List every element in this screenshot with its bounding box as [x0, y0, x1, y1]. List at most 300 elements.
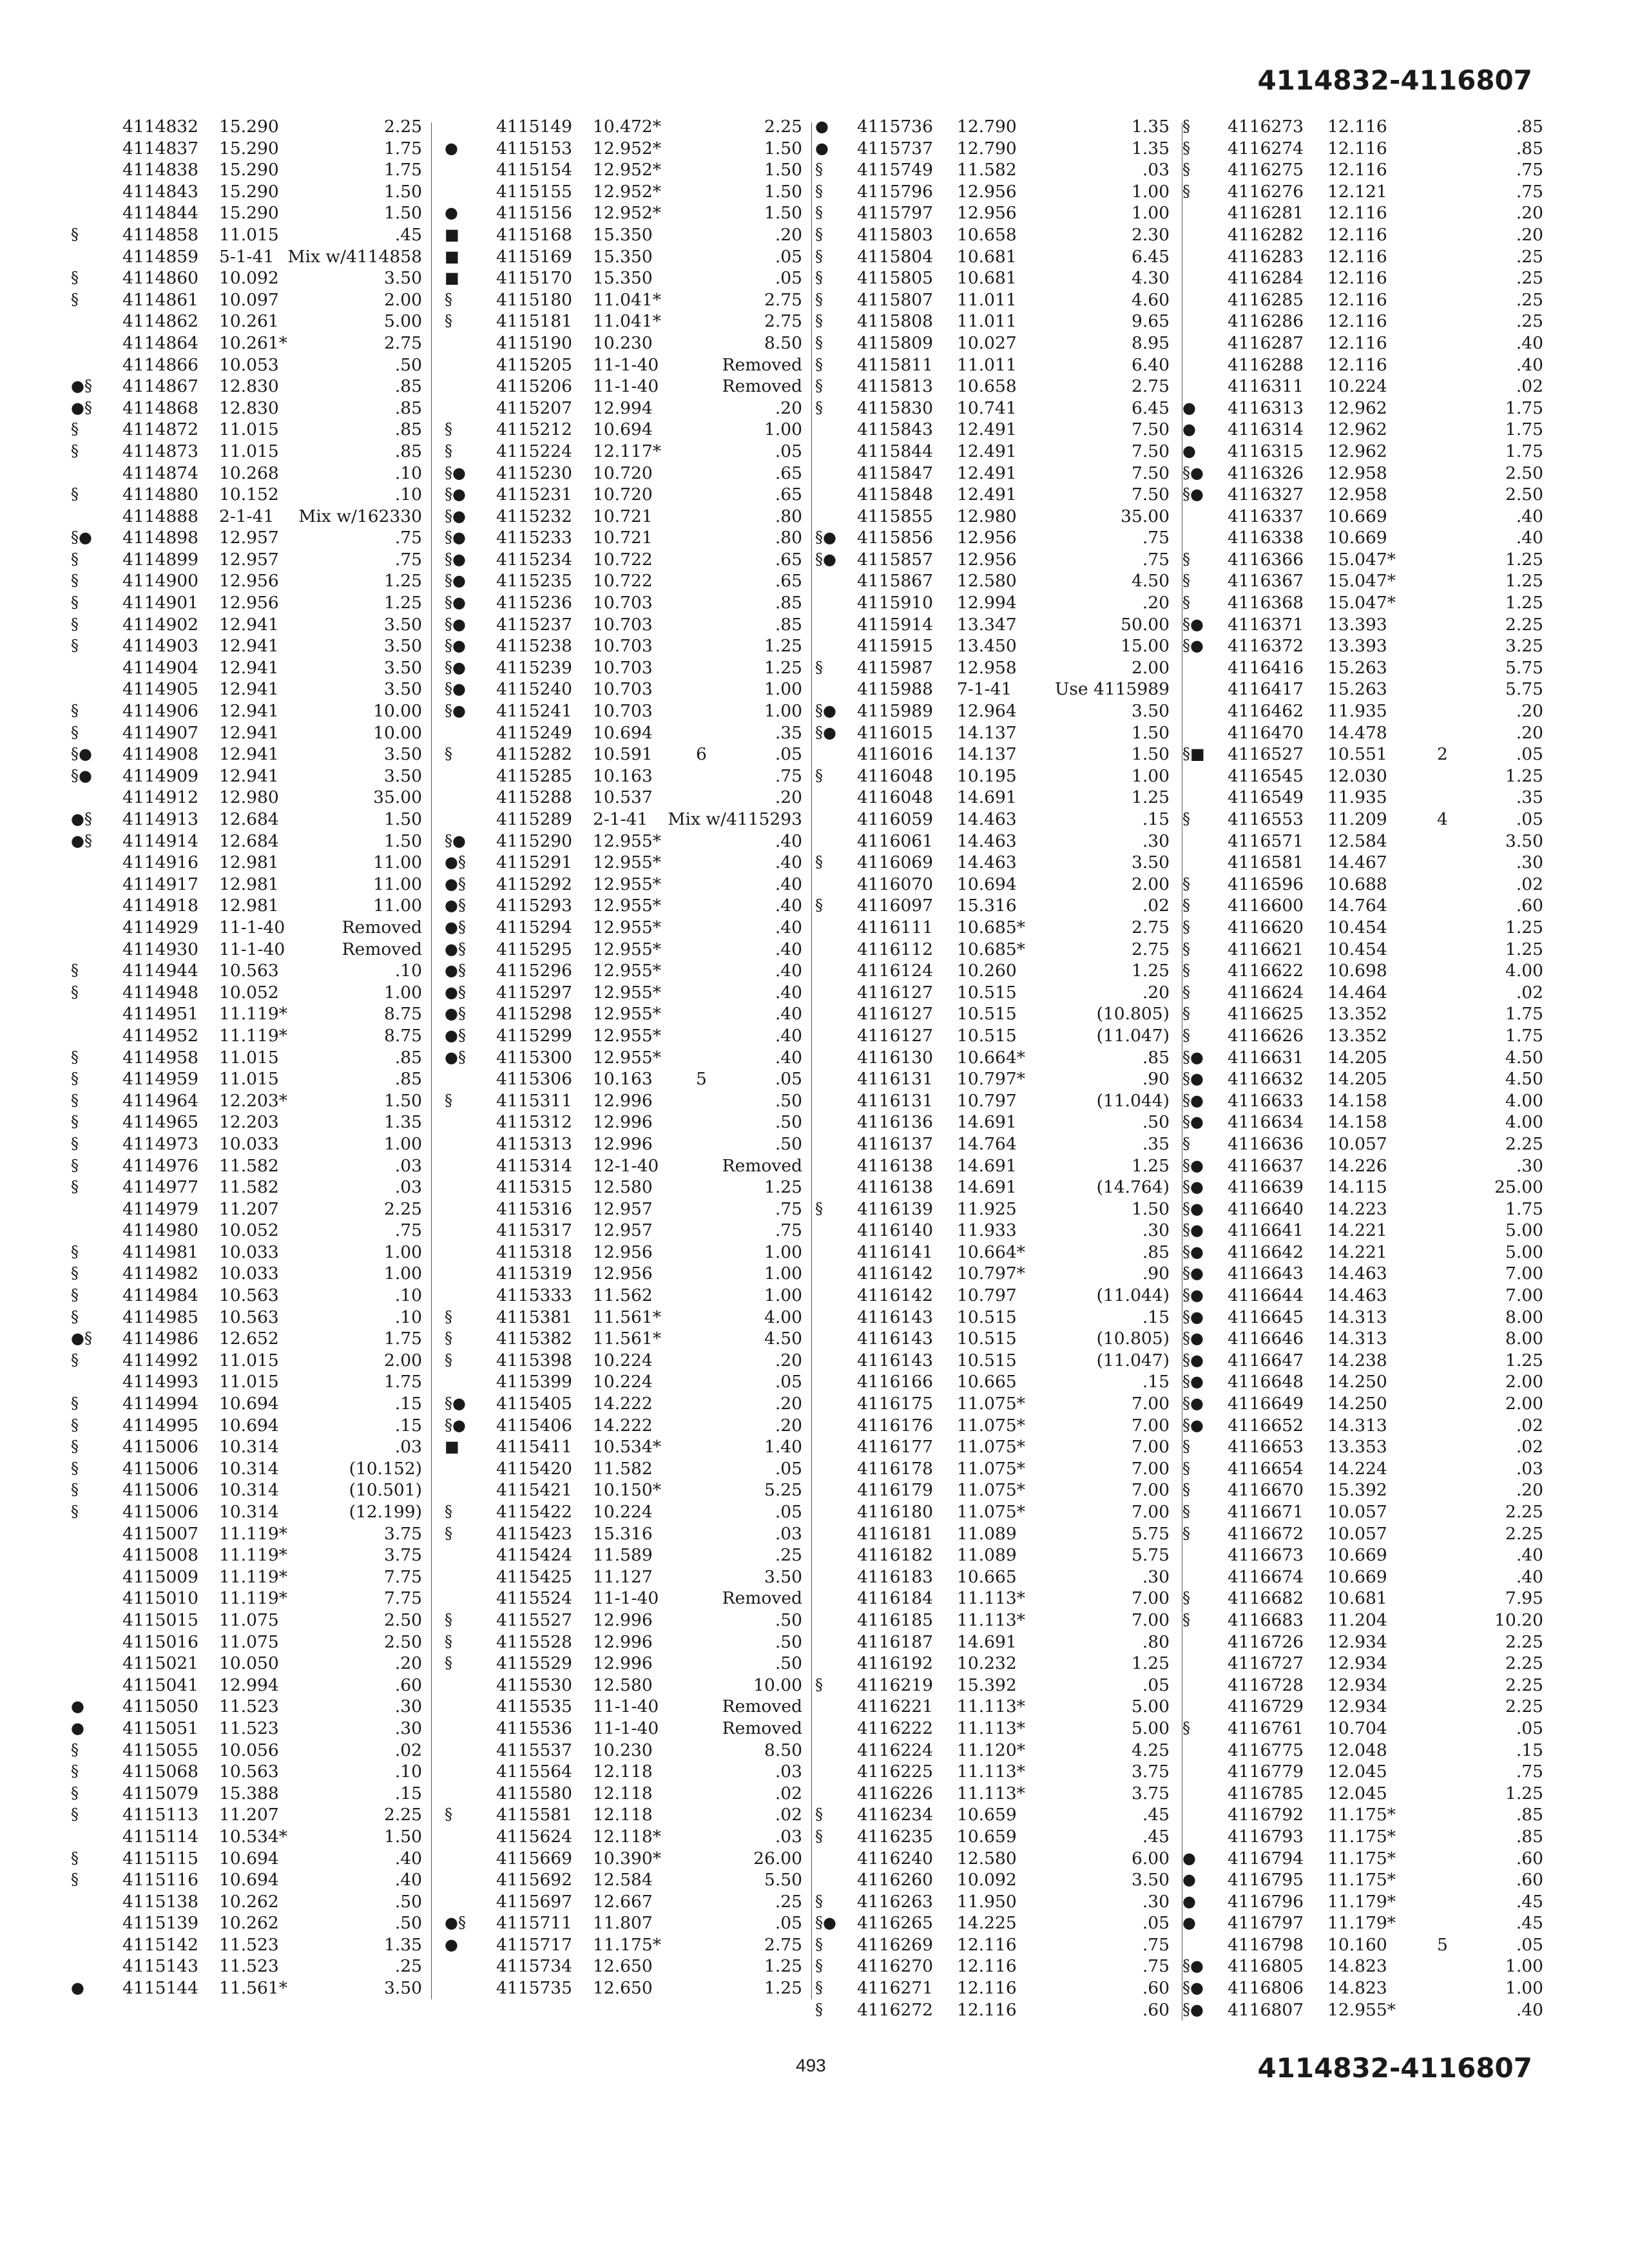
cell-value: .20	[1516, 203, 1543, 224]
cell-rate: 14.764	[1327, 896, 1387, 916]
cell-part-number: 4114948	[122, 982, 199, 1003]
table-row	[815, 1501, 1182, 1523]
table-row	[97, 678, 432, 700]
cell-value: 2.25	[1505, 614, 1543, 635]
cell-value: .60	[1142, 1999, 1170, 2020]
cell-rate: 10.150*	[593, 1480, 661, 1501]
cell-part-number: 4116177	[857, 1437, 934, 1457]
cell-part-number: 4116643	[1228, 1264, 1304, 1284]
table-row	[445, 1025, 812, 1047]
cell-value: .50	[775, 1133, 802, 1154]
cell-part-number: 4115398	[496, 1350, 573, 1370]
table-row	[451, 1371, 812, 1393]
cell-value: .75	[1142, 1956, 1170, 1977]
cell-value: 1.25	[383, 593, 422, 613]
cell-rate: 12.941	[219, 765, 279, 786]
table-row	[1182, 831, 1543, 852]
cell-part-number: 4115314	[496, 1155, 573, 1176]
table-row	[1182, 1912, 1543, 1934]
table-row	[1182, 1934, 1543, 1956]
cell-part-number: 4116631	[1228, 1047, 1304, 1068]
table-row	[815, 895, 1182, 917]
cell-rate: 11.113*	[957, 1588, 1025, 1609]
table-row	[445, 1436, 812, 1458]
table-row	[815, 506, 1182, 528]
cell-value: 8.95	[1131, 332, 1170, 353]
cell-part-number: 4116315	[1228, 441, 1304, 461]
cell-value: 7.00	[1131, 1480, 1170, 1501]
cell-rate: 15.350	[593, 224, 653, 245]
cell-rate: 11.175*	[593, 1934, 661, 1955]
cell-value: .75	[394, 549, 422, 570]
table-row	[815, 1328, 1182, 1350]
cell-rate: 11.011	[957, 354, 1017, 375]
cell-rate: 12.955*	[593, 939, 661, 959]
cell-marker: §	[1182, 1481, 1190, 1499]
cell-value: 5.75	[1505, 679, 1543, 700]
cell-marker: ●	[71, 1697, 84, 1716]
cell-value: .85	[1142, 1242, 1170, 1262]
cell-marker: §●	[1182, 1178, 1204, 1196]
table-row	[1182, 1047, 1543, 1069]
cell-part-number: 4114958	[122, 1047, 199, 1068]
cell-value: 1.25	[1131, 961, 1170, 981]
cell-rate: 10.230	[593, 332, 653, 353]
cell-marker: §	[815, 1805, 823, 1824]
cell-value: 1.35	[383, 1934, 422, 1955]
table-row	[97, 463, 432, 485]
cell-value: 3.50	[764, 1566, 802, 1587]
cell-rate: 12.955*	[593, 874, 661, 894]
cell-value: 1.35	[383, 1112, 422, 1133]
cell-part-number: 4116240	[857, 1848, 934, 1869]
cell-marker: §	[445, 1632, 452, 1651]
cell-marker: §	[1182, 139, 1190, 157]
cell-value: 2.75	[383, 332, 422, 353]
cell-value: .85	[1516, 1805, 1543, 1825]
table-row	[451, 1198, 812, 1220]
cell-value: Removed	[722, 1588, 802, 1609]
cell-marker: ●	[815, 117, 829, 135]
cell-value: 1.00	[764, 1285, 802, 1306]
cell-part-number: 4116286	[1228, 311, 1304, 332]
cell-value: 7.00	[1131, 1394, 1170, 1414]
cell-rate: 12.952*	[593, 181, 661, 202]
cell-value: 1.40	[764, 1437, 802, 1457]
table-row	[815, 1133, 1182, 1155]
cell-marker: §●	[445, 572, 466, 590]
cell-part-number: 4116549	[1228, 787, 1304, 808]
cell-rate: 11.582	[219, 1177, 279, 1198]
cell-part-number: 4115411	[496, 1437, 573, 1457]
cell-rate: 12.116	[1327, 138, 1387, 159]
table-row	[815, 1999, 1182, 2021]
cell-value: 1.25	[764, 1177, 802, 1198]
cell-part-number: 4114866	[122, 354, 199, 375]
cell-rate: 10.669	[1327, 1566, 1387, 1587]
cell-part-number: 4116779	[1228, 1762, 1304, 1782]
cell-value: .40	[394, 1870, 422, 1890]
cell-marker: ●	[1182, 420, 1196, 439]
cell-value: 3.50	[383, 268, 422, 289]
cell-value: 8.50	[764, 1740, 802, 1760]
table-row	[1182, 1588, 1543, 1610]
cell-marker: §	[71, 269, 79, 287]
table-row	[97, 939, 432, 961]
cell-value: 1.00	[383, 982, 422, 1003]
cell-marker: §●	[445, 702, 466, 720]
table-row	[97, 657, 432, 679]
cell-value: 3.75	[1131, 1762, 1170, 1782]
cell-rate: 10.694	[219, 1870, 279, 1890]
cell-part-number: 4115139	[122, 1913, 199, 1934]
table-row	[1182, 1068, 1543, 1090]
table-row	[445, 1047, 812, 1069]
cell-part-number: 4114904	[122, 657, 199, 678]
table-row	[445, 1610, 812, 1631]
cell-rate: 12.491	[957, 463, 1017, 483]
cell-marker: §	[71, 1091, 79, 1110]
cell-part-number: 4115168	[496, 224, 573, 245]
cell-value: 2.25	[383, 1198, 422, 1219]
cell-part-number: 4115285	[496, 765, 573, 786]
cell-rate: 14.225	[957, 1913, 1017, 1934]
cell-value: .03	[394, 1155, 422, 1176]
cell-rate: 14.158	[1327, 1090, 1387, 1111]
cell-rate: 12.934	[1327, 1675, 1387, 1695]
cell-value: 4.60	[1131, 289, 1170, 310]
cell-rate: 10.195	[957, 765, 1017, 786]
cell-part-number: 4116225	[857, 1762, 934, 1782]
cell-rate: 10.268	[219, 463, 279, 483]
table-row	[451, 765, 812, 787]
cell-rate: 11.582	[593, 1458, 653, 1479]
cell-rate: 10.515	[957, 1329, 1017, 1349]
cell-marker: ■	[445, 269, 459, 287]
table-row	[97, 311, 432, 332]
cell-part-number: 4115735	[496, 1978, 573, 1999]
cell-part-number: 4115808	[857, 311, 934, 332]
cell-part-number: 4116263	[857, 1891, 934, 1912]
cell-value: 7.00	[1505, 1264, 1543, 1284]
cell-marker: §●	[445, 637, 466, 655]
table-row	[451, 809, 812, 831]
cell-part-number: 4114979	[122, 1198, 199, 1219]
cell-part-number: 4116234	[857, 1805, 934, 1825]
cell-rate: 10.797*	[957, 1264, 1025, 1284]
cell-value: 2.25	[383, 117, 422, 137]
table-row	[1182, 1285, 1543, 1307]
cell-value: 1.00	[383, 1133, 422, 1154]
cell-marker: §	[445, 1350, 452, 1369]
cell-part-number: 4116366	[1228, 549, 1304, 570]
table-row	[815, 1783, 1182, 1805]
cell-marker: §	[1182, 1134, 1190, 1153]
table-row	[71, 1740, 432, 1762]
cell-marker: §	[71, 702, 79, 720]
cell-part-number: 4116600	[1228, 896, 1304, 916]
cell-part-number: 4115734	[496, 1956, 573, 1977]
cell-part-number: 4116070	[857, 874, 934, 894]
table-row	[815, 1696, 1182, 1718]
table-row	[1182, 549, 1543, 571]
cell-value: 3.50	[1131, 1870, 1170, 1890]
cell-value: .05	[1516, 1934, 1543, 1955]
cell-rate: 12.116	[957, 1978, 1017, 1999]
table-row	[451, 1263, 812, 1285]
table-row	[1182, 1307, 1543, 1329]
cell-rate: 11.119*	[219, 1004, 287, 1024]
cell-part-number: 4116061	[857, 831, 934, 851]
cell-part-number: 4115232	[496, 506, 573, 526]
cell-value: Removed	[342, 917, 422, 937]
table-row	[445, 441, 812, 463]
cell-rate: 12.830	[219, 376, 279, 397]
cell-value: 4.50	[1505, 1069, 1543, 1090]
table-row	[97, 246, 432, 268]
cell-part-number: 4115006	[122, 1502, 199, 1522]
cell-marker: ●§	[71, 1329, 92, 1348]
cell-value: .45	[1516, 1913, 1543, 1934]
cell-part-number: 4114951	[122, 1004, 199, 1024]
table-row	[1182, 1718, 1543, 1740]
cell-rate: 10.563	[219, 1307, 279, 1327]
cell-rate: 12.955*	[593, 1004, 661, 1024]
cell-rate: 10.698	[1327, 961, 1387, 981]
table-row	[1182, 138, 1543, 160]
cell-marker: §●	[815, 550, 836, 568]
cell-value: 1.75	[383, 138, 422, 159]
cell-part-number: 4114861	[122, 289, 199, 310]
table-row	[815, 1523, 1182, 1545]
cell-part-number: 4115290	[496, 831, 573, 851]
cell-rate: 12.650	[593, 1978, 653, 1999]
table-row	[815, 224, 1182, 246]
cell-rate: 11.935	[1327, 787, 1387, 808]
table-row	[445, 1804, 812, 1826]
cell-rate: 10.224	[593, 1372, 653, 1392]
cell-value: .45	[394, 224, 422, 245]
cell-part-number: 4114899	[122, 549, 199, 570]
cell-value: 1.75	[383, 1372, 422, 1392]
cell-part-number: 4115564	[496, 1762, 573, 1782]
cell-rate: 11.561*	[593, 1329, 661, 1349]
cell-marker: §●	[445, 680, 466, 698]
table-row	[1182, 1869, 1543, 1891]
cell-part-number: 4115529	[496, 1653, 573, 1674]
cell-part-number: 4115813	[857, 376, 934, 397]
cell-rate: 11.075	[219, 1610, 279, 1630]
cell-marker: §	[815, 247, 823, 265]
table-row	[451, 181, 812, 203]
cell-value: .90	[1142, 1264, 1170, 1284]
cell-rate: 14.224	[1327, 1458, 1387, 1479]
cell-value: .20	[1516, 224, 1543, 245]
cell-marker: §	[815, 398, 823, 417]
cell-value: .40	[1516, 506, 1543, 526]
cell-rate: 14.137	[957, 722, 1017, 743]
table-column-2	[445, 116, 812, 1999]
cell-rate: 11-1-40	[593, 1588, 659, 1609]
cell-value: 5.50	[764, 1870, 802, 1890]
table-row	[445, 982, 812, 1004]
cell-rate: 10.669	[1327, 1545, 1387, 1566]
cell-marker: §	[1182, 983, 1190, 1001]
table-row	[815, 874, 1182, 896]
cell-part-number: 4116775	[1228, 1740, 1304, 1760]
cell-rate: 11.113*	[957, 1762, 1025, 1782]
cell-value: 10.20	[1494, 1610, 1543, 1630]
cell-rate: 11.011	[957, 289, 1017, 310]
cell-value: .60	[1516, 1848, 1543, 1869]
cell-rate: 14.221	[1327, 1242, 1387, 1262]
table-row	[815, 419, 1182, 441]
cell-part-number: 4116282	[1228, 224, 1304, 245]
cell-rate: 15.263	[1327, 679, 1387, 700]
cell-part-number: 4114912	[122, 787, 199, 808]
cell-part-number: 4115423	[496, 1523, 573, 1544]
cell-value: 3.50	[383, 679, 422, 700]
cell-rate: 15.316	[593, 1523, 653, 1544]
cell-marker: §●	[1182, 1329, 1204, 1348]
cell-value: 1.25	[764, 1978, 802, 1999]
table-row	[1182, 1371, 1543, 1393]
table-row	[451, 1891, 812, 1913]
cell-rate: 10.232	[957, 1653, 1017, 1674]
cell-rate: 12.118*	[593, 1826, 661, 1847]
table-row	[71, 1393, 432, 1415]
cell-marker: §	[815, 658, 823, 677]
cell-rate: 10.261	[219, 311, 279, 332]
cell-value: 1.00	[383, 1242, 422, 1262]
cell-part-number: 4114977	[122, 1177, 199, 1198]
cell-value: .75	[775, 1198, 802, 1219]
cell-rate: 10.057	[1327, 1133, 1387, 1154]
cell-part-number: 4114981	[122, 1242, 199, 1262]
cell-footnote: 5	[1437, 1934, 1448, 1955]
cell-rate: 10.681	[957, 246, 1017, 267]
cell-rate: 13.347	[957, 614, 1017, 635]
table-row	[815, 1198, 1182, 1220]
cell-rate: 12.996	[593, 1610, 653, 1630]
cell-value: 10.00	[753, 1675, 802, 1695]
cell-value: 11.00	[373, 852, 422, 873]
cell-marker: §	[815, 269, 823, 287]
cell-rate: 10.224	[593, 1502, 653, 1522]
table-row	[445, 831, 812, 852]
cell-part-number: 4116527	[1228, 744, 1304, 765]
cell-part-number: 4114872	[122, 419, 199, 440]
cell-part-number: 4116796	[1228, 1891, 1304, 1912]
table-row	[815, 1675, 1182, 1696]
table-row	[71, 1263, 432, 1285]
cell-value: Mix w/4115293	[668, 809, 802, 829]
cell-rate: 11.011	[957, 311, 1017, 332]
cell-part-number: 4116673	[1228, 1545, 1304, 1566]
cell-part-number: 4116795	[1228, 1870, 1304, 1890]
table-row	[1182, 1177, 1543, 1198]
cell-value: 4.50	[1505, 1047, 1543, 1068]
cell-value: 7.00	[1131, 1502, 1170, 1522]
cell-value: .85	[775, 593, 802, 613]
cell-part-number: 4116143	[857, 1307, 934, 1327]
cell-part-number: 4115041	[122, 1675, 199, 1695]
cell-part-number: 4115736	[857, 117, 934, 137]
table-row	[71, 267, 432, 289]
table-row	[71, 1415, 432, 1437]
table-row	[97, 1198, 432, 1220]
cell-value: .25	[1516, 268, 1543, 289]
table-row	[97, 138, 432, 160]
cell-marker: §	[1182, 160, 1190, 179]
cell-value: 3.50	[1131, 852, 1170, 873]
cell-rate: 11.015	[219, 1372, 279, 1392]
cell-rate: 12.491	[957, 485, 1017, 505]
cell-value: .85	[394, 1047, 422, 1068]
cell-value: 5.00	[383, 311, 422, 332]
cell-part-number: 4116670	[1228, 1480, 1304, 1501]
cell-part-number: 4114982	[122, 1264, 199, 1284]
cell-part-number: 4116368	[1228, 593, 1304, 613]
cell-marker: §●	[445, 658, 466, 677]
cell-value: 2.50	[1505, 463, 1543, 483]
table-row	[1182, 744, 1543, 765]
cell-part-number: 4116016	[857, 744, 934, 765]
table-row	[97, 1956, 432, 1977]
cell-value: .75	[1516, 181, 1543, 202]
cell-value: 5.00	[1131, 1718, 1170, 1738]
table-row	[97, 1631, 432, 1653]
cell-value: 2.00	[1131, 657, 1170, 678]
cell-value: 1.25	[1505, 571, 1543, 591]
cell-value: .20	[775, 1350, 802, 1370]
table-row	[71, 1242, 432, 1264]
cell-value: (12.199)	[349, 1502, 422, 1522]
cell-value: .60	[1516, 896, 1543, 916]
cell-value: 1.25	[383, 571, 422, 591]
cell-part-number: 4116621	[1228, 939, 1304, 959]
table-row	[1182, 700, 1543, 722]
cell-part-number: 4116176	[857, 1415, 934, 1436]
cell-marker: §●	[1182, 1957, 1204, 1975]
cell-marker: §	[71, 1242, 79, 1261]
cell-value: (10.805)	[1096, 1329, 1170, 1349]
cell-value: 7.00	[1131, 1415, 1170, 1436]
cell-value: .10	[394, 485, 422, 505]
cell-rate: 11.113*	[957, 1718, 1025, 1738]
cell-value: .25	[775, 1545, 802, 1566]
cell-part-number: 4116271	[857, 1978, 934, 1999]
cell-value: 1.75	[1505, 419, 1543, 440]
cell-marker: ●	[1182, 1870, 1196, 1889]
cell-value: .05	[775, 246, 802, 267]
cell-rate: 10.534*	[593, 1437, 661, 1457]
cell-value: 1.00	[764, 1264, 802, 1284]
table-row	[97, 1523, 432, 1545]
cell-rate: 10.230	[593, 1740, 653, 1760]
cell-value: .75	[775, 1220, 802, 1241]
cell-rate: 11.075*	[957, 1480, 1025, 1501]
cell-value: .85	[394, 398, 422, 418]
cell-value: .80	[775, 506, 802, 526]
cell-marker: §	[445, 1329, 452, 1348]
table-row	[451, 1848, 812, 1870]
cell-rate: 14.313	[1327, 1329, 1387, 1349]
cell-marker: §	[71, 637, 79, 655]
cell-value: 10.00	[373, 701, 422, 722]
table-row	[71, 765, 432, 787]
table-row	[815, 1263, 1182, 1285]
